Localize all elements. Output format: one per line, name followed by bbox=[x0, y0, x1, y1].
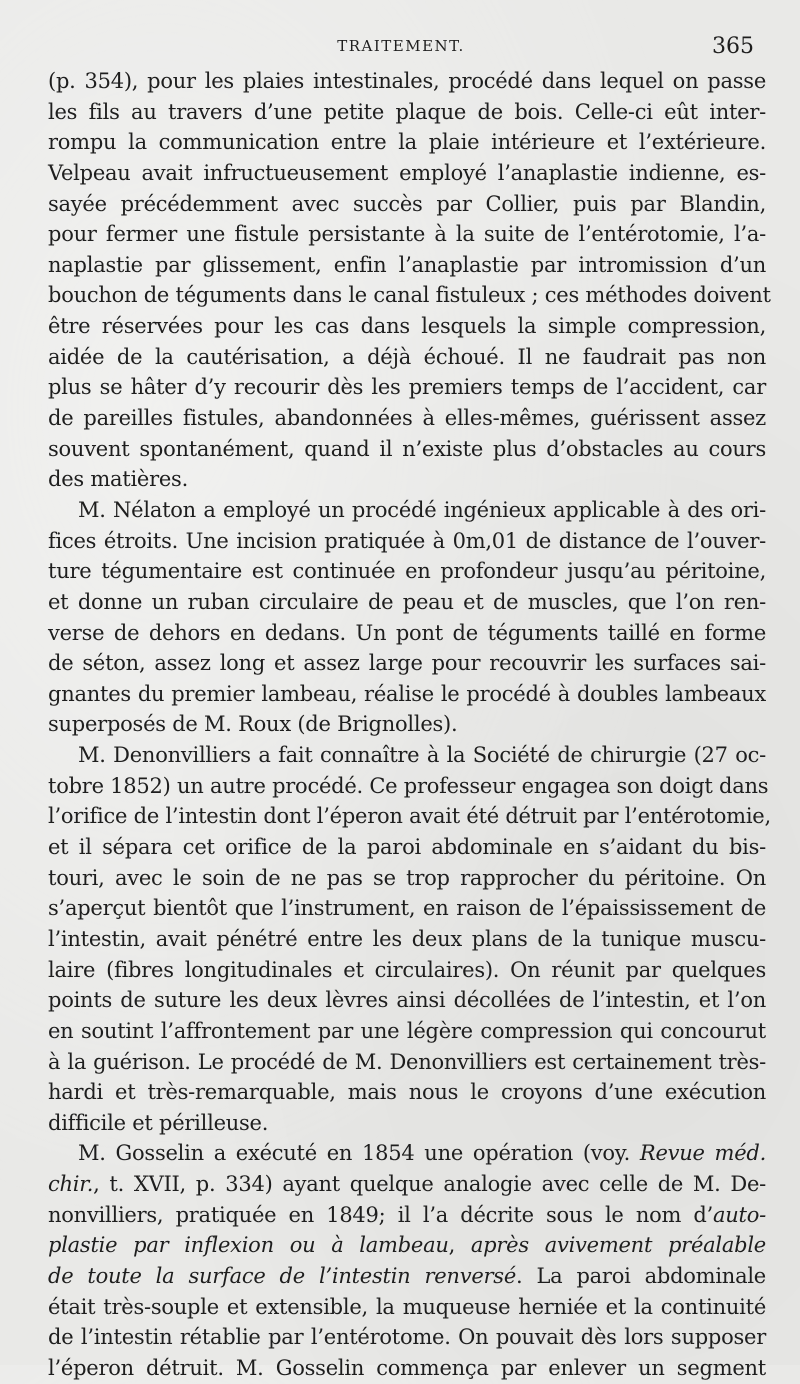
text-line bbox=[48, 1169, 766, 1200]
text-line: superposés de M. Roux (de Brignolles). bbox=[48, 712, 458, 737]
text-line: était très-souple et extensible, la muqueuse herniée et la continuité bbox=[48, 1294, 766, 1319]
text-line: laire (fibres longitudinales et circulaires). On réunit par quelques bbox=[48, 957, 766, 982]
text-line: rompu la communication entre la plaie intérieure et l’extérieure. bbox=[48, 130, 766, 155]
text-line: de pareilles fistules, abandonnées à elles-mêmes, guérissent assez bbox=[48, 406, 766, 431]
text-line: les fils au travers d’une petite plaque de bois. Celle-ci eût inter- bbox=[48, 99, 766, 124]
text-line: M. Nélaton a employé un procédé ingénieux applicable à des ori- bbox=[78, 497, 766, 522]
text-line: touri, avec le soin de ne pas se trop rapprocher du péritoine. On bbox=[48, 865, 766, 890]
text-line: M. Denonvilliers a fait connaître à la Société de chirurgie (27 oc- bbox=[78, 743, 766, 768]
text-line: s’aperçut bientôt que l’instrument, en raison de l’épaississement de bbox=[48, 896, 766, 921]
text-line: aidée de la cautérisation, a déjà échoué. Il ne faudrait pas non bbox=[48, 344, 766, 369]
text-run: nonvilliers, pratiquée en 1849; il l’a décrite sous le nom d’ bbox=[48, 1202, 714, 1227]
text-line: plus se hâter d’y recourir dès les premiers temps de l’accident, car bbox=[48, 375, 766, 400]
text-line: hardi et très-remarquable, mais nous le croyons d’une exécution bbox=[48, 1080, 766, 1105]
text-run: . La paroi abdominale bbox=[516, 1263, 766, 1288]
text-line: en soutint l’affrontement par une légère compression qui concourut bbox=[48, 1018, 766, 1043]
text-run: M. Gosselin a exécuté en 1854 une opération (voy. bbox=[78, 1141, 640, 1166]
text-line: tobre 1852) un autre procédé. Ce professeur engagea son doigt dans bbox=[48, 773, 769, 798]
text-line: difficile et périlleuse. bbox=[48, 1110, 269, 1135]
text-line: de l’intestin rétablie par l’entérotome. On pouvait dès lors supposer bbox=[48, 1325, 766, 1350]
text-line: l’orifice de l’intestin dont l’éperon avait été détruit par l’entérotomie, bbox=[48, 804, 771, 829]
text-line: gnantes du premier lambeau, réalise le procédé à doubles lambeaux bbox=[48, 681, 766, 706]
text-line: des matières. bbox=[48, 467, 189, 492]
italic-run: de toute la surface de l’intestin renversé bbox=[48, 1263, 516, 1288]
text-line: de séton, assez long et assez large pour recouvrir les surfaces sai- bbox=[48, 651, 766, 676]
italic-run: Revue méd. bbox=[639, 1141, 766, 1166]
text-line: verse de dehors en dedans. Un pont de téguments taillé en forme bbox=[48, 620, 766, 645]
text-line: ture tégumentaire est continuée en profondeur jusqu’au péritoine, bbox=[48, 559, 766, 584]
text-line: pour fermer une fistule persistante à la suite de l’entérotomie, l’a- bbox=[48, 222, 766, 247]
running-head bbox=[48, 34, 754, 58]
italic-run: auto- bbox=[713, 1202, 766, 1227]
text-line bbox=[48, 1230, 766, 1261]
text-line: Velpeau avait infructueusement employé l’anaplastie indienne, es- bbox=[48, 160, 766, 185]
body-text bbox=[48, 66, 771, 1384]
italic-run: plastie par inflexion ou à lambeau bbox=[48, 1233, 449, 1258]
text-line: à la guérison. Le procédé de M. Denonvilliers est certainement très- bbox=[48, 1049, 766, 1074]
text-line: et donne un ruban circulaire de peau et de muscles, que l’on ren- bbox=[48, 589, 766, 614]
text-line bbox=[48, 1138, 766, 1169]
page-number: 365 bbox=[712, 34, 754, 59]
italic-run: chir. bbox=[48, 1172, 94, 1197]
text-line: et il sépara cet orifice de la paroi abdominale en s’aidant du bis- bbox=[48, 835, 766, 860]
text-line: l’éperon détruit. M. Gosselin commença par enlever un segment bbox=[48, 1355, 766, 1380]
running-title: TRAITEMENT. bbox=[337, 37, 465, 55]
italic-run: après avivement préalable bbox=[470, 1233, 766, 1258]
text-line: fices étroits. Une incision pratiquée à 0m,01 de distance de l’ouver- bbox=[48, 528, 766, 553]
text-line: souvent spontanément, quand il n’existe plus d’obstacles au cours bbox=[48, 436, 766, 461]
text-line: (p. 354), pour les plaies intestinales, procédé dans lequel on passe bbox=[48, 69, 766, 93]
text-line bbox=[48, 1261, 766, 1292]
text-run: , t. XVII, p. 334) ayant quelque analogie avec celle de M. De- bbox=[93, 1172, 766, 1197]
text-line: sayée précédemment avec succès par Collier, puis par Blandin, bbox=[48, 191, 766, 216]
text-line: l’intestin, avait pénétré entre les deux plans de la tunique muscu- bbox=[48, 926, 766, 951]
text-line: points de suture les deux lèvres ainsi décollées de l’intestin, et l’on bbox=[48, 988, 766, 1013]
text-line: bouchon de téguments dans le canal fistuleux ; ces méthodes doivent bbox=[48, 283, 771, 308]
text-line: naplastie par glissement, enfin l’anaplastie par intromission d’un bbox=[48, 252, 766, 277]
text-run: , bbox=[448, 1233, 471, 1258]
text-line: être réservées pour les cas dans lesquels la simple compression, bbox=[48, 314, 766, 339]
text-line bbox=[48, 1200, 766, 1231]
